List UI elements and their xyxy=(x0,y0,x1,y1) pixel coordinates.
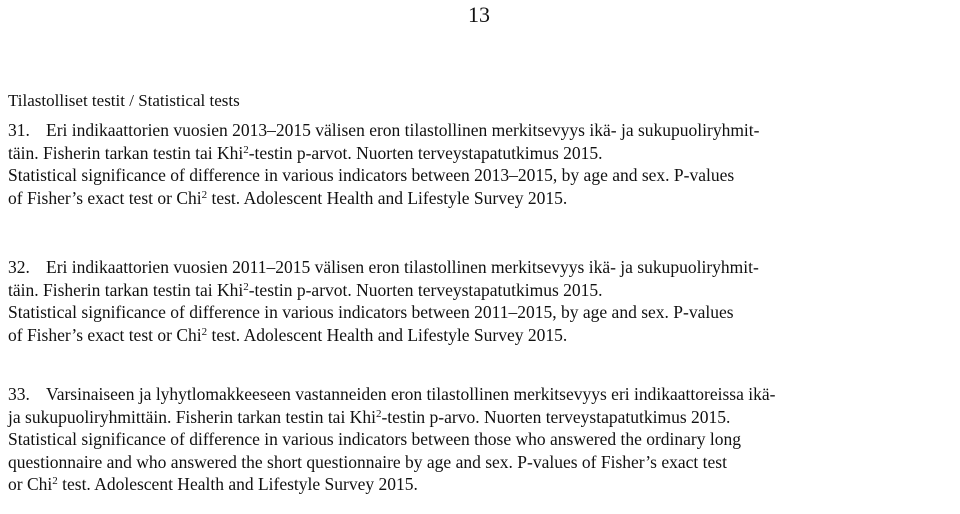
superscript: 2 xyxy=(375,407,382,420)
item-line xyxy=(8,279,960,302)
line-text: -testin p-arvo. Nuorten terveystapatutkimus 2015. xyxy=(381,406,731,427)
test-item-31 xyxy=(8,119,960,209)
item-line xyxy=(8,256,960,279)
item-line xyxy=(8,383,960,406)
line-text: täin. Fisherin tarkan testin tai Khi xyxy=(8,142,244,163)
section-heading: Tilastolliset testit / Statistical tests xyxy=(8,91,240,110)
line-text: ja sukupuoliryhmittäin. Fisherin tarkan testin tai Khi xyxy=(8,406,376,427)
superscript: 2 xyxy=(201,188,208,201)
item-line xyxy=(8,428,960,451)
superscript: 2 xyxy=(201,325,208,338)
line-text: or Chi xyxy=(8,474,53,495)
item-line xyxy=(8,473,960,496)
item-line xyxy=(8,187,960,210)
line-text: questionnaire and who answered the short questionnaire by age and sex. P-values of Fisher’s exact test xyxy=(8,451,727,472)
line-text: Varsinaiseen ja lyhytlomakkeeseen vastanneiden eron tilastollinen merkitsevyys eri indikaattoreissa ikä- xyxy=(46,384,776,404)
test-item-32 xyxy=(8,256,960,346)
superscript: 2 xyxy=(243,280,249,293)
page-number: 13 xyxy=(468,2,490,27)
item-number: 32. xyxy=(8,257,30,277)
item-number: 31. xyxy=(8,120,30,140)
line-text: test. Adolescent Health and Lifestyle Survey 2015. xyxy=(207,187,568,208)
superscript: 2 xyxy=(243,143,249,156)
test-item-33 xyxy=(8,383,960,496)
line-text: test. Adolescent Health and Lifestyle Survey 2015. xyxy=(207,324,568,345)
line-text: Eri indikaattorien vuosien 2013–2015 välisen eron tilastollinen merkitsevyys ikä- ja sukupuoliryhmit- xyxy=(46,120,760,140)
superscript: 2 xyxy=(52,475,58,488)
line-text: of Fisher’s exact test or Chi xyxy=(8,324,202,345)
line-text: Statistical significance of difference in various indicators between 2011–2015, by age and sex. P-values xyxy=(8,302,734,323)
line-text: test. Adolescent Health and Lifestyle Survey 2015. xyxy=(57,474,418,495)
item-line xyxy=(8,301,960,324)
item-line xyxy=(8,324,960,347)
item-line xyxy=(8,451,960,474)
item-line xyxy=(8,119,960,142)
line-text: täin. Fisherin tarkan testin tai Khi xyxy=(8,279,244,300)
line-text: Statistical significance of difference in various indicators between 2013–2015, by age and sex. P-values xyxy=(8,165,735,186)
line-text: -testin p-arvot. Nuorten terveystapatutkimus 2015. xyxy=(248,279,603,300)
line-text: Eri indikaattorien vuosien 2011–2015 välisen eron tilastollinen merkitsevyys ikä- ja sukupuoliryhmit- xyxy=(46,257,759,277)
item-line xyxy=(8,406,960,429)
item-line xyxy=(8,164,960,187)
line-text: Statistical significance of difference in various indicators between those who answered the ordinary long xyxy=(8,429,741,450)
line-text: -testin p-arvot. Nuorten terveystapatutkimus 2015. xyxy=(248,142,603,163)
item-line xyxy=(8,142,960,165)
item-number: 33. xyxy=(8,384,30,404)
line-text: of Fisher’s exact test or Chi xyxy=(8,187,202,208)
